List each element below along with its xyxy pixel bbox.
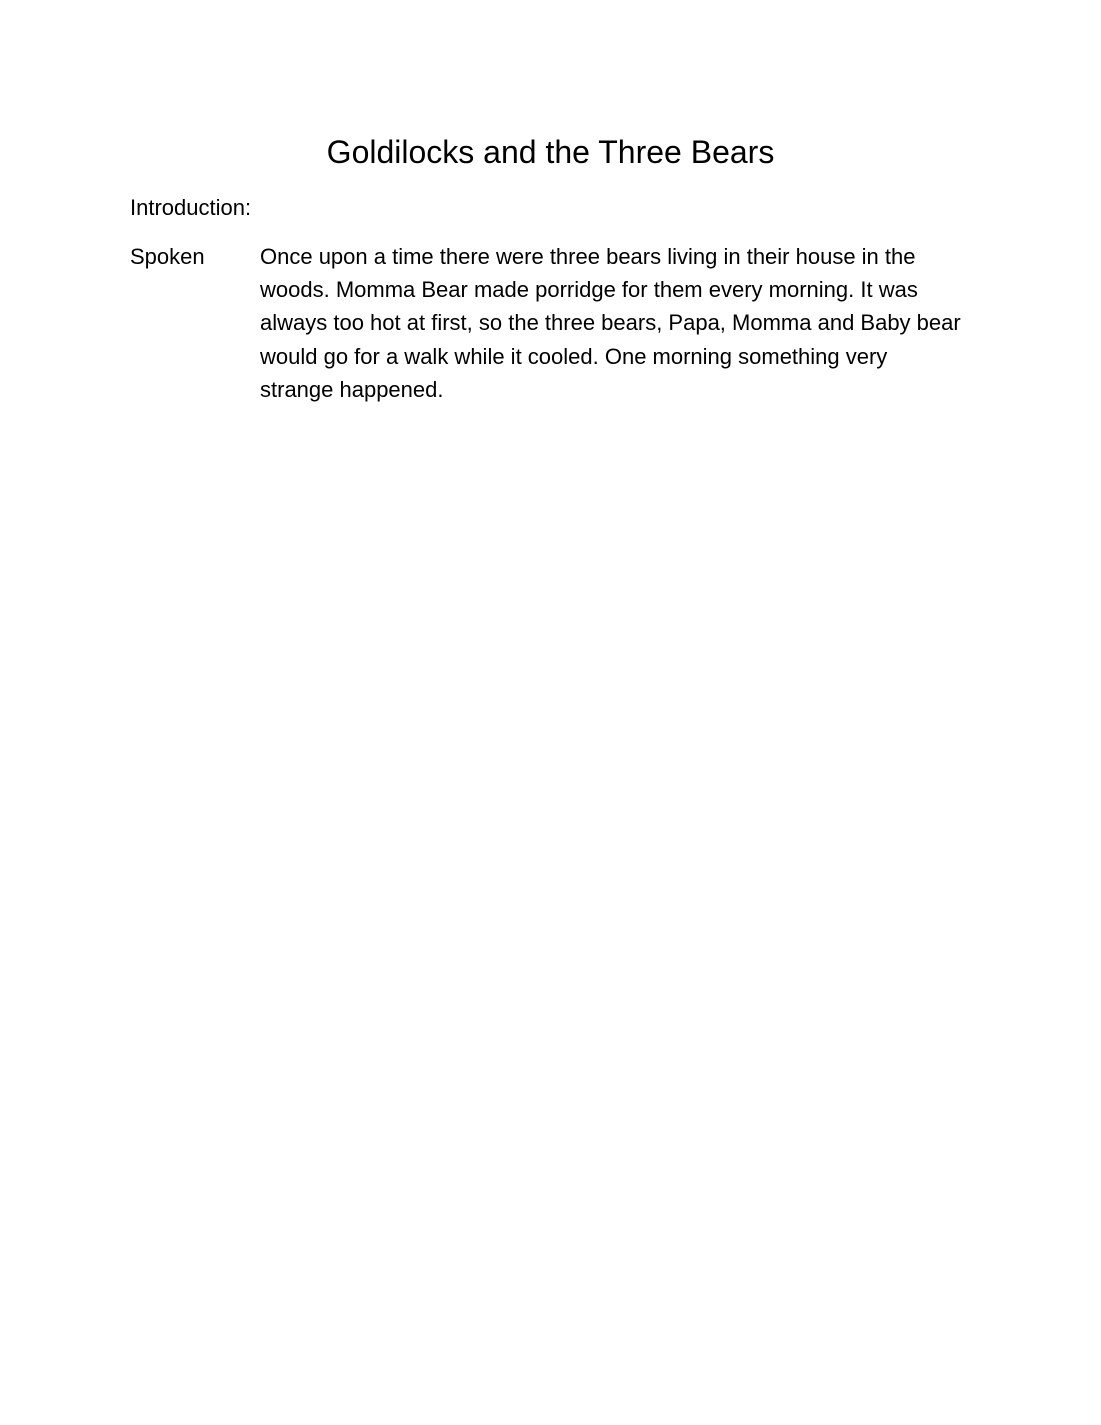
- spoken-text: Once upon a time there were three bears living in their house in the woods. Momma Bear made porridge for them every morning. It was always too hot at first, so the three bears, Papa, Momma and Baby bear would go for a walk while it cooled. One morning something very strange happened.: [260, 244, 961, 402]
- script-line: [130, 240, 970, 406]
- section-label-introduction: Introduction:: [130, 195, 252, 220]
- speaker-label: Spoken: [130, 244, 205, 269]
- document-title: Goldilocks and the Three Bears: [326, 134, 775, 170]
